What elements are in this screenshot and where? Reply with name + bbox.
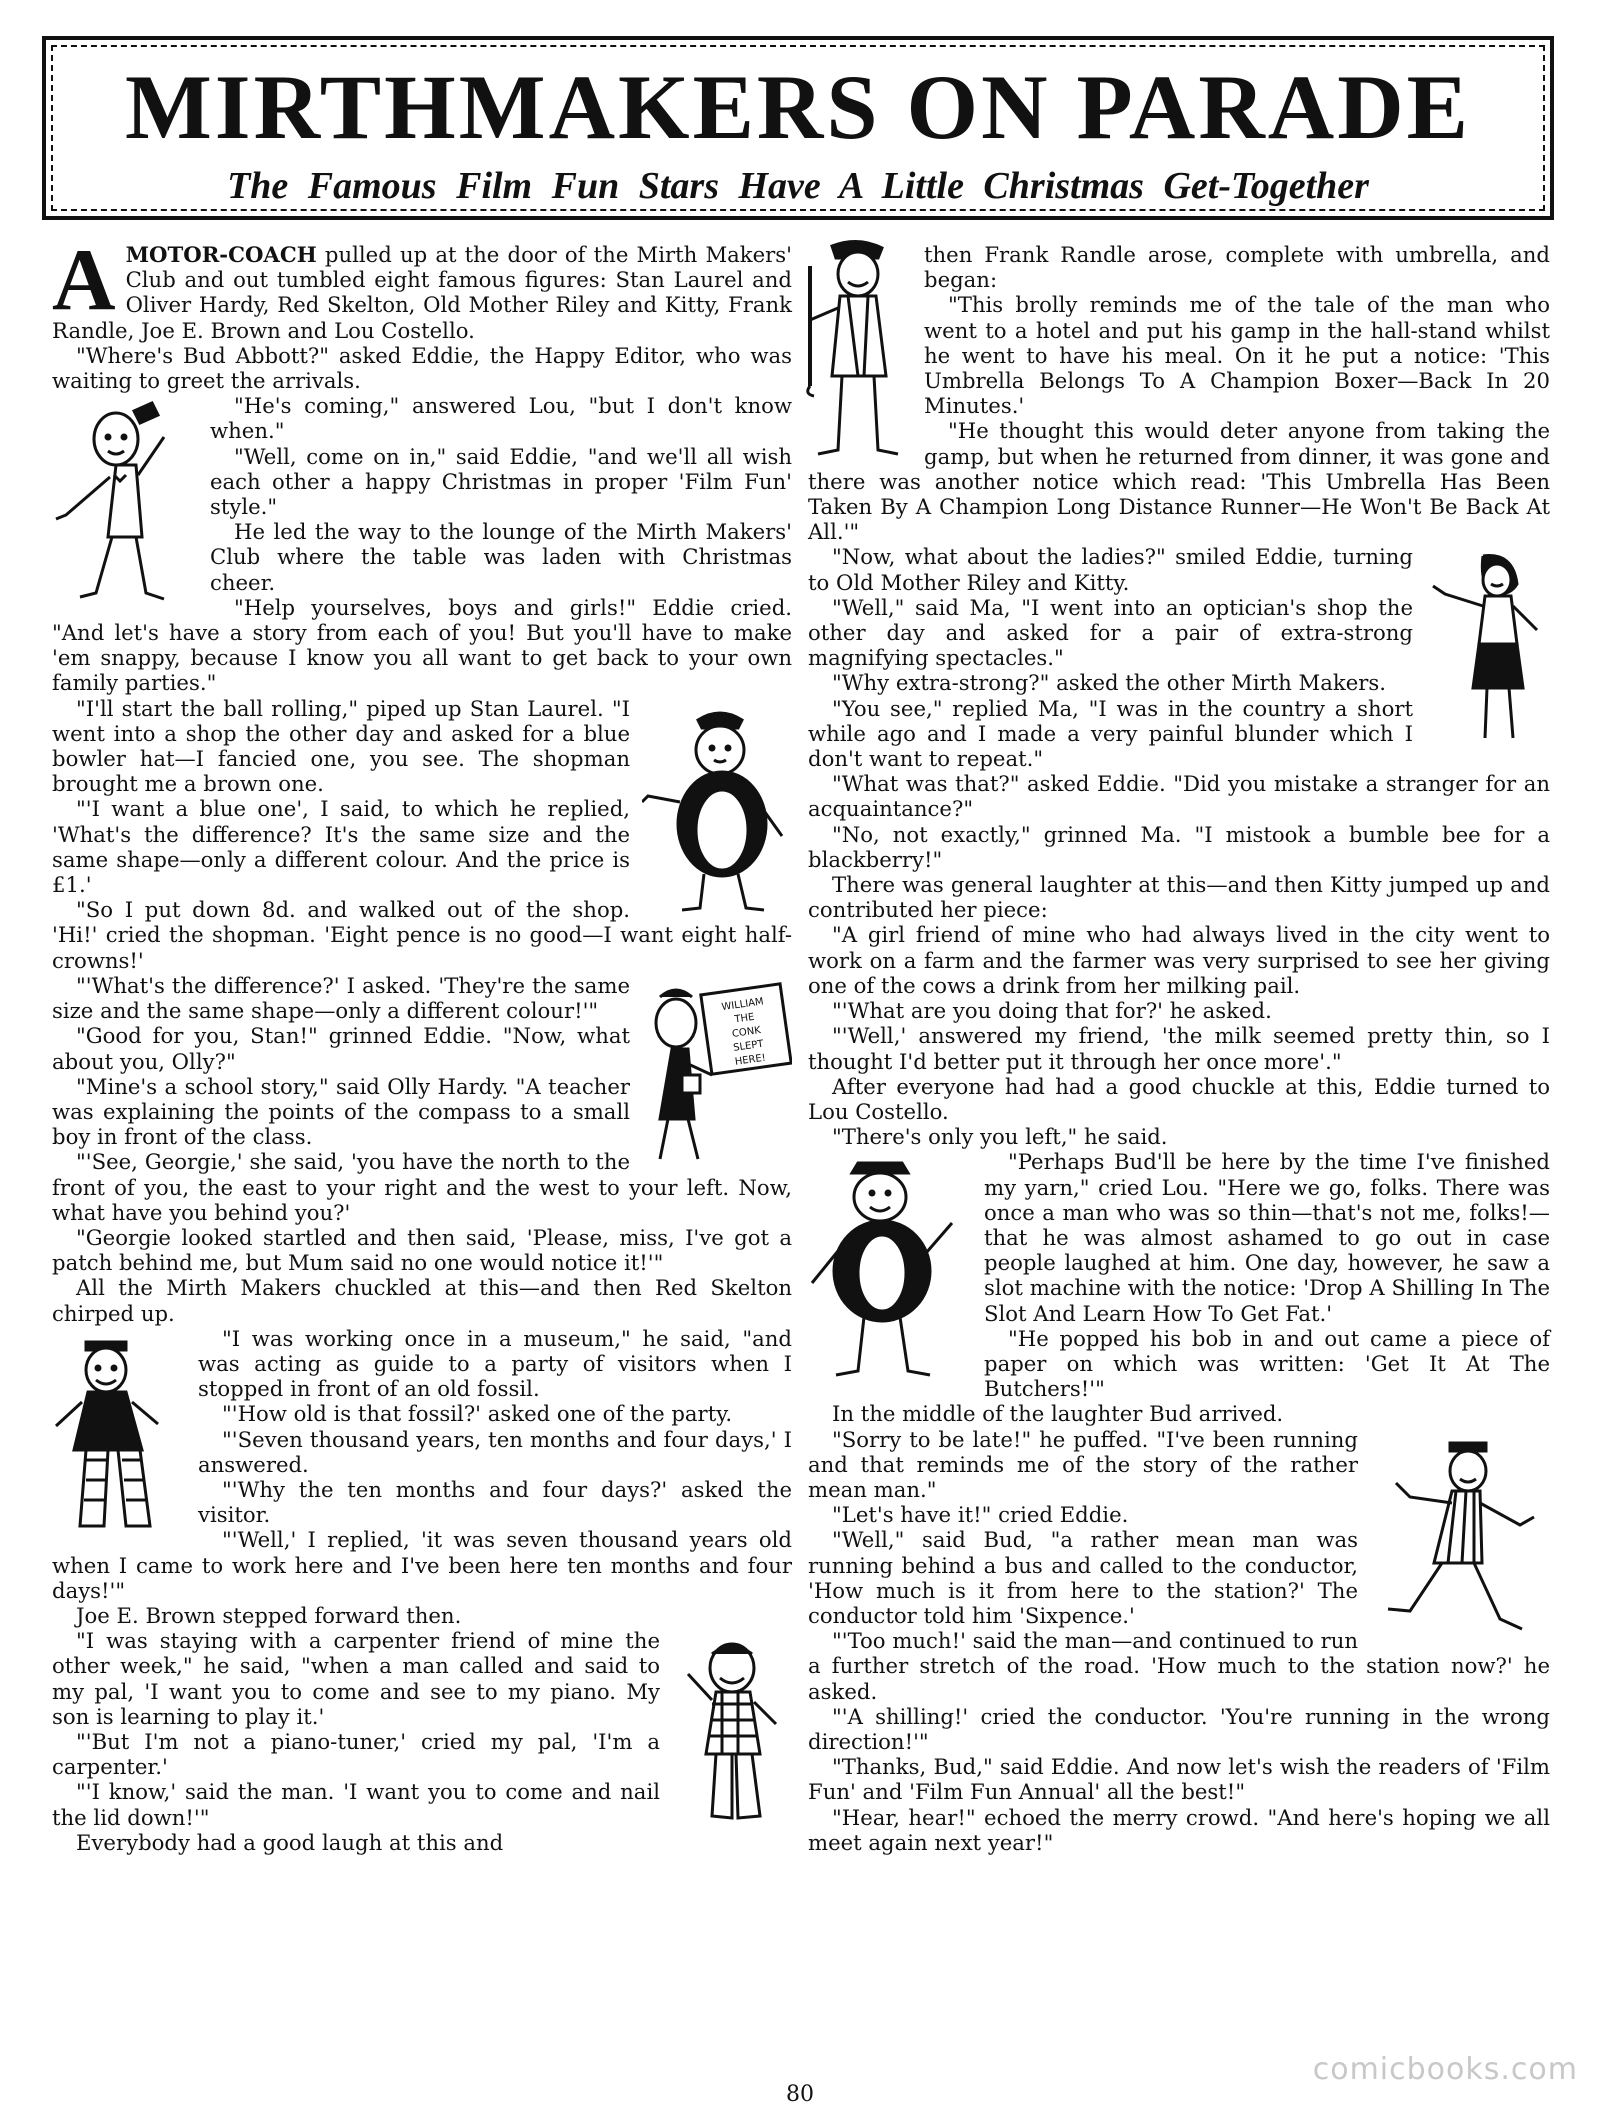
lead-smallcaps: MOTOR-COACH: [125, 242, 317, 267]
title-box: [42, 36, 1554, 220]
paragraph: "'Why the ten months and four days?' asked the visitor.: [198, 1476, 792, 1528]
paragraph: "He popped his bob in and out came a piece of paper on which was written: 'Get It At The Butchers!'": [984, 1325, 1550, 1402]
red-skelton-drawing: [46, 1330, 186, 1540]
joe-e-brown-illustration: [672, 1634, 792, 1824]
paragraph: "'Too much!' said the man—and continued to run a further stretch of the road. 'How much to the station now?' he asked.: [808, 1628, 1550, 1704]
page-subtitle: The Famous Film Fun Stars Have A Little Christmas Get-Together: [227, 165, 1369, 207]
paragraph: "Well," said Bud, "a rather mean man was running behind a bus and called to the conductor, 'How much is it from here to the station?' The conductor told him 'Sixpence.': [808, 1527, 1358, 1628]
sign-line: WILLIAM: [720, 996, 765, 1014]
paragraph: After everyone had had a good chuckle at this, Eddie turned to Lou Costello.: [808, 1073, 1550, 1124]
frank-randle-drawing: [802, 236, 912, 461]
oliver-hardy-drawing: [642, 706, 792, 916]
oliver-hardy-illustration: [642, 706, 792, 916]
paragraph: "'I know,' said the man. 'I want you to come and nail the lid down!'": [52, 1779, 660, 1830]
watermark: comicbooks.com: [1312, 2052, 1578, 2087]
paragraph: "'Well,' answered my friend, 'the milk seemed pretty thin, so I thought I'd better put it through her once more'.": [808, 1023, 1550, 1074]
paragraph: "'Seven thousand years, ten months and four days,' I answered.: [198, 1426, 792, 1477]
paragraph: "I was working once in a museum," he said, "and was acting as guide to a party of visitors when I stopped in front of an old fossil.: [198, 1325, 792, 1402]
paragraph: "Perhaps Bud'll be here by the time I've finished my yarn," cried Lou. "Here we go, folks. There was once a man who was so thin—that's not me, folks!—that he was almost ashamed to go out in case people laughed at him. One day, however, he saw a slot machine with the notice: 'Drop A Shilling In The Slot And Learn How To Get Fat.': [984, 1149, 1550, 1326]
red-skelton-illustration: [46, 1330, 186, 1540]
joe-brown-sign-drawing: [642, 979, 792, 1164]
paragraph: "Good for you, Stan!" grinned Eddie. "Now, what about you, Olly?": [52, 1023, 630, 1074]
paragraph: "There's only you left," he said.: [832, 1124, 1168, 1150]
sign-line: HERE!: [734, 1052, 767, 1068]
paragraph: In the middle of the laughter Bud arrived.: [832, 1401, 1284, 1427]
bud-abbott-running-drawing: [1370, 1433, 1550, 1648]
paragraph: "'A shilling!' cried the conductor. 'You're running in the wrong direction!'": [808, 1703, 1550, 1754]
paragraph: "A girl friend of mine who had always lived in the city went to work on a farm and the farmer was very surprised to see her giving one of the cows a drink from her milking pail.: [808, 922, 1550, 998]
paragraph: "What was that?" asked Eddie. "Did you mistake a stranger for an acquaintance?": [808, 771, 1550, 822]
paragraph: "Mine's a school story," said Olly Hardy. "A teacher was explaining the points of the compass to a small boy in front of the class.: [52, 1073, 630, 1150]
paragraph: "Help yourselves, boys and girls!" Eddie cried. "And let's have a story from each of you! But you'll have to make 'em snappy, because I know you all want to get back to your own family parties.": [52, 594, 792, 696]
paragraph: "Why extra-strong?" asked the other Mirth Makers.: [832, 670, 1386, 696]
paragraph: then Frank Randle arose, complete with umbrella, and began:: [924, 242, 1550, 293]
paragraph: He led the way to the lounge of the Mirth Makers' Club where the table was laden with Christmas cheer.: [210, 519, 792, 595]
paragraph: "Georgie looked startled and then said, 'Please, miss, I've got a patch behind me, but Mum said no one would notice it!'": [52, 1224, 792, 1276]
paragraph: "So I put down 8d. and walked out of the shop. 'Hi!' cried the shopman. 'Eight pence is no good—I want eight half-crowns!': [52, 897, 792, 973]
paragraph: "'Well,' I replied, 'it was seven thousand years old when I came to work here and I've been here ten months and four days!'": [52, 1527, 792, 1603]
paragraph: All the Mirth Makers chuckled at this—and then Red Skelton chirped up.: [52, 1275, 792, 1326]
sign-line: THE: [733, 1011, 756, 1026]
paragraph: "Where's Bud Abbott?" asked Eddie, the Happy Editor, who was waiting to greet the arrivals.: [52, 342, 792, 394]
stan-laurel-illustration: [46, 397, 196, 607]
stan-laurel-drawing: [46, 397, 196, 607]
lou-costello-illustration: [802, 1153, 972, 1383]
paragraph: "'How old is that fossil?' asked one of the party.: [222, 1401, 733, 1427]
lead-paragraph: [52, 232, 792, 343]
paragraph: Everybody had a good laugh at this and: [76, 1829, 504, 1855]
paragraph: "He's coming," answered Lou, "but I don't know when.": [210, 393, 792, 444]
paragraph: "Well, come on in," said Eddie, "and we'll all wish each other a happy Christmas in proper 'Film Fun' style.": [210, 443, 792, 520]
paragraph: There was general laughter at this—and then Kitty jumped up and contributed her piece:: [808, 872, 1550, 923]
kitty-drawing: [1425, 548, 1550, 748]
paragraph: "'What's the difference?' I asked. 'They're the same size and the same shape—only a different colour!'": [52, 972, 630, 1024]
kitty-illustration: [1425, 548, 1550, 748]
joe-brown-sign-illustration: [642, 979, 792, 1164]
joe-e-brown-drawing: [672, 1634, 792, 1824]
drop-cap: A: [52, 232, 116, 329]
page-title: MIRTHMAKERS ON PARADE: [124, 56, 1472, 158]
paragraph: "Thanks, Bud," said Eddie. And now let's wish the readers of 'Film Fun' and 'Film Fun Annual' all the best!": [808, 1754, 1550, 1805]
left-column: [52, 232, 792, 1855]
paragraph: "I was staying with a carpenter friend of mine the other week," he said, "when a man called and said to my pal, 'I want you to come and see to my piano. My son is learning to play it.': [52, 1628, 660, 1729]
paragraph: "Let's have it!" cried Eddie.: [832, 1502, 1129, 1528]
sign-line: SLEPT: [732, 1038, 765, 1054]
paragraph: "Now, what about the ladies?" smiled Eddie, turning to Old Mother Riley and Kitty.: [808, 544, 1413, 595]
lou-costello-drawing: [802, 1153, 972, 1383]
bud-abbott-running-illustration: [1370, 1433, 1550, 1648]
paragraph: "Sorry to be late!" he puffed. "I've been running and that reminds me of the story of the rather mean man.": [808, 1426, 1358, 1502]
paragraph: "'But I'm not a piano-tuner,' cried my pal, 'I'm a carpenter.': [52, 1728, 660, 1780]
paragraph: Joe E. Brown stepped forward then.: [76, 1602, 462, 1628]
paragraph: "'I want a blue one', I said, to which he replied, 'What's the difference? It's the same size and the same shape—only a different colour. And the price is £1.': [52, 796, 630, 898]
sign-line: CONK: [731, 1024, 762, 1040]
paragraph: "No, not exactly," grinned Ma. "I mistook a bumble bee for a blackberry!": [808, 821, 1550, 872]
paragraph: "Hear, hear!" echoed the merry crowd. "And here's hoping we all meet again next year!": [808, 1804, 1550, 1855]
frank-randle-illustration: [802, 236, 912, 461]
paragraph: "Well," said Ma, "I went into an optician's shop the other day and asked for a pair of extra-strong magnifying spectacles.": [808, 594, 1413, 671]
lead-text: pulled up at the door of the Mirth Makers' Club and out tumbled eight famous figures: Stan Laurel and Oliver Hardy, Red Skelton, Old Mother Riley and Kitty, Frank Randle, Joe E. Brown and Lou Costello.: [52, 242, 792, 343]
right-column: [808, 242, 1550, 1855]
paragraph: "'See, Georgie,' she said, 'you have the north to the front of you, the east to your right and the west to your left. Now, what have you behind you?': [52, 1149, 792, 1225]
paragraph: "'What are you doing that for?' he asked.: [832, 998, 1272, 1024]
paragraph: "You see," replied Ma, "I was in the country a short while ago and I made a very painful blunder which I don't want to repeat.": [808, 695, 1413, 772]
paragraph: "I'll start the ball rolling," piped up Stan Laurel. "I went into a shop the other day and asked for a blue bowler hat—I fancied one, you see. The shopman brought me a brown one.: [52, 695, 630, 797]
paragraph: "This brolly reminds me of the tale of the man who went to a hotel and put his gamp in the hall-stand whilst he went to have his meal. On it he put a notice: 'This Umbrella Belongs To A Champion Boxer—Back In 20 Minutes.': [924, 292, 1550, 419]
paragraph: "He thought this would deter anyone from taking the gamp, but when he returned from dinner, it was gone and there was another notice which read: 'This Umbrella Has Been Taken By A Champion Long Distance Runner—He Won't Be Back At All.'": [808, 418, 1550, 545]
page-number: 80: [786, 2082, 814, 2107]
